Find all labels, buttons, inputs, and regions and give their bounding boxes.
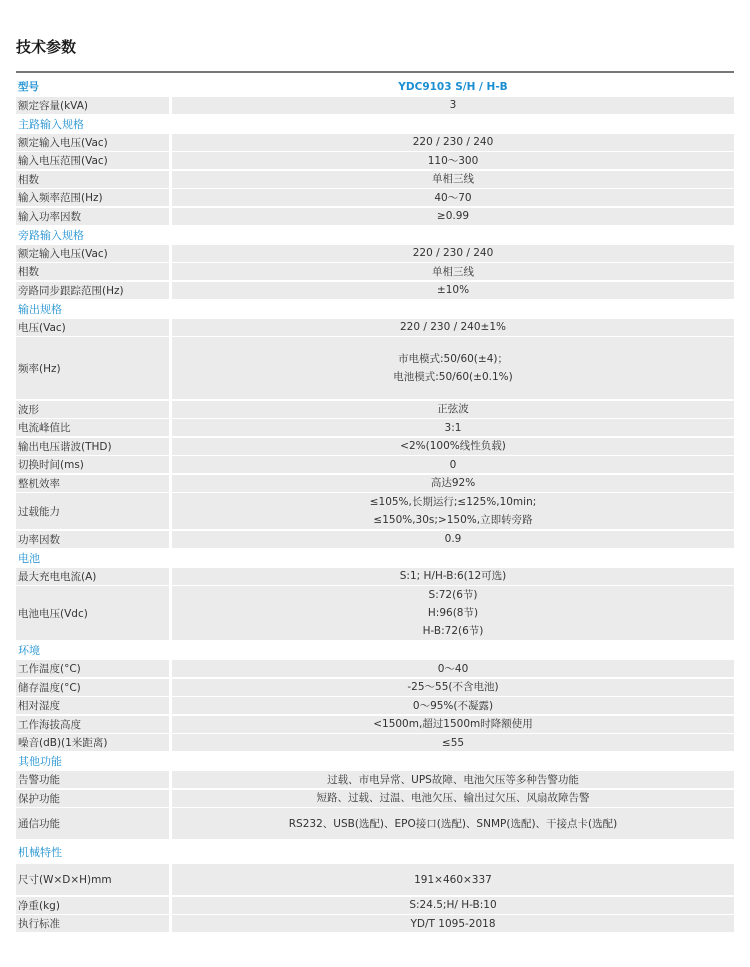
spec-label: 旁路同步跟踪范围(Hz): [16, 282, 169, 299]
spec-value: [172, 97, 734, 114]
spec-value-line: S:24.5;H/ H-B:10: [409, 899, 497, 911]
spec-label: 输入电压范围(Vac): [16, 152, 169, 169]
spec-value-line: 0～95%(不凝露): [412, 699, 494, 712]
spec-value-line: 220 / 230 / 240: [412, 247, 494, 259]
model-value: YDC9103 S/H / H-B: [398, 80, 508, 93]
spec-row: [16, 531, 734, 548]
header-row: [16, 78, 734, 95]
spec-value: [172, 438, 734, 455]
spec-value: [172, 771, 734, 788]
spec-label: 电压(Vac): [16, 319, 169, 336]
spec-row: [16, 586, 734, 640]
spec-value: [172, 208, 734, 225]
spec-row: [16, 568, 734, 585]
spec-label: 工作海拔高度: [16, 716, 169, 733]
section-heading-row: [16, 841, 734, 863]
spec-value: [172, 401, 734, 418]
spec-label: 切换时间(ms): [16, 456, 169, 473]
spec-row: [16, 134, 734, 151]
spec-value-line: 0～40: [437, 662, 469, 675]
spec-label: 通信功能: [16, 808, 169, 839]
spec-row: [16, 456, 734, 473]
spec-row: [16, 790, 734, 807]
spec-value-line: YD/T 1095-2018: [410, 917, 496, 930]
spec-value-line: <1500m,超过1500m时降额使用: [373, 718, 533, 730]
spec-value-line: <2%(100%线性负载): [400, 440, 506, 452]
spec-value-line: 高达92%: [430, 477, 476, 489]
spec-row: [16, 734, 734, 751]
section-heading: 其他功能: [18, 755, 62, 768]
section-heading: 机械特性: [18, 845, 62, 859]
spec-label: 波形: [16, 401, 169, 418]
spec-value-line: 短路、过载、过温、电池欠压、输出过欠压、风扇故障告警: [316, 792, 590, 804]
section-heading-row: [16, 115, 734, 132]
spec-value: [172, 915, 734, 932]
spec-value-line: 110～300: [427, 154, 479, 167]
spec-label: 电流峰值比: [16, 419, 169, 436]
section-heading-row: [16, 226, 734, 243]
spec-row: [16, 152, 734, 169]
spec-row: [16, 337, 734, 399]
spec-row: [16, 679, 734, 696]
section-heading-row: [16, 753, 734, 770]
spec-label: 额定容量(kVA): [16, 97, 169, 114]
section-heading: 旁路输入规格: [18, 228, 84, 242]
spec-value: [172, 531, 734, 548]
spec-row: [16, 660, 734, 677]
spec-label: 工作温度(°C): [16, 660, 169, 677]
spec-label: 噪音(dB)(1米距离): [16, 734, 169, 751]
spec-value: [172, 152, 734, 169]
model-label: 型号: [18, 81, 39, 93]
spec-label: 储存温度(°C): [16, 679, 169, 696]
spec-label: 输出电压谐波(THD): [16, 438, 169, 455]
spec-value-line: 40～70: [434, 191, 472, 204]
spec-row: [16, 716, 734, 733]
spec-row: [16, 171, 734, 188]
spec-row: [16, 438, 734, 455]
spec-row: [16, 697, 734, 714]
spec-value: [172, 864, 734, 895]
spec-value-line: ≥0.99: [436, 210, 470, 222]
spec-label: 告警功能: [16, 771, 169, 788]
spec-value-line: 0: [449, 458, 457, 471]
spec-value-line: 市电模式:50/60(±4)；: [398, 353, 508, 365]
spec-value-line: 过载、市电异常、UPS故障、电池欠压等多种告警功能: [327, 773, 579, 786]
section-heading: 环境: [18, 644, 40, 657]
spec-value: [172, 419, 734, 436]
spec-value-line: ≤105%,长期运行;≤125%,10min;: [369, 496, 537, 508]
title-divider: [16, 71, 734, 73]
spec-value-line: 0.9: [444, 533, 462, 545]
spec-value: [172, 319, 734, 336]
spec-value-line: S:72(6节): [428, 589, 478, 601]
spec-value-line: RS232、USB(选配)、EPO接口(选配)、SNMP(选配)、干接点卡(选配): [288, 817, 618, 830]
spec-label: 输入频率范围(Hz): [16, 189, 169, 206]
spec-value-line: ≤150%,30s;>150%,立即转旁路: [373, 514, 533, 526]
spec-row: [16, 208, 734, 225]
spec-value-line: S:1; H/H-B:6(12可选): [399, 570, 507, 582]
spec-row: [16, 419, 734, 436]
spec-value: [172, 171, 734, 188]
spec-label: 额定输入电压(Vac): [16, 134, 169, 151]
spec-value: [172, 679, 734, 696]
spec-table: [16, 78, 734, 934]
spec-label: 净重(kg): [16, 897, 169, 914]
spec-value: [172, 586, 734, 640]
spec-value: [172, 263, 734, 280]
spec-label: 最大充电电流(A): [16, 568, 169, 585]
spec-value: [172, 456, 734, 473]
spec-label: 相对湿度: [16, 697, 169, 714]
spec-row: [16, 263, 734, 280]
spec-value: [172, 808, 734, 839]
spec-value: [172, 734, 734, 751]
section-heading-row: [16, 642, 734, 659]
spec-value: [172, 493, 734, 529]
spec-label: 频率(Hz): [16, 337, 169, 399]
spec-row: [16, 864, 734, 895]
spec-label: 相数: [16, 263, 169, 280]
spec-label: 相数: [16, 171, 169, 188]
spec-value: [172, 475, 734, 492]
spec-row: [16, 493, 734, 529]
spec-label: 保护功能: [16, 790, 169, 807]
spec-row: [16, 915, 734, 932]
spec-label: 执行标准: [16, 915, 169, 932]
spec-row: [16, 771, 734, 788]
spec-row: [16, 319, 734, 336]
section-heading-row: [16, 300, 734, 317]
spec-row: [16, 401, 734, 418]
spec-row: [16, 97, 734, 114]
spec-value-line: ≤55: [441, 736, 465, 749]
spec-label: 过载能力: [16, 493, 169, 529]
section-heading: 输出规格: [18, 302, 62, 316]
page-title: 技术参数: [16, 38, 77, 56]
spec-label: 输入功率因数: [16, 208, 169, 225]
spec-value: [172, 660, 734, 677]
spec-value-line: -25～55(不含电池): [407, 681, 499, 693]
spec-value-line: 220 / 230 / 240: [412, 136, 494, 148]
spec-row: [16, 475, 734, 492]
spec-label: 功率因数: [16, 531, 169, 548]
spec-value-line: 单相三线: [432, 265, 474, 278]
section-heading-row: [16, 549, 734, 566]
spec-value-line: H:96(8节): [427, 607, 479, 619]
spec-value: [172, 134, 734, 151]
spec-value: [172, 897, 734, 914]
spec-row: [16, 245, 734, 262]
spec-label: 尺寸(W×D×H)mm: [16, 864, 169, 895]
spec-value: [172, 568, 734, 585]
spec-label: 电池电压(Vdc): [16, 586, 169, 640]
spec-value: [172, 697, 734, 714]
spec-row: [16, 189, 734, 206]
spec-value-line: 单相三线: [432, 173, 474, 185]
spec-value: [172, 282, 734, 299]
spec-row: [16, 897, 734, 914]
spec-value: [172, 245, 734, 262]
spec-value-line: 电池模式:50/60(±0.1%): [393, 371, 513, 383]
spec-value-line: 220 / 230 / 240±1%: [399, 321, 506, 333]
spec-value-line: 191×460×337: [414, 873, 492, 886]
spec-value: [172, 189, 734, 206]
spec-row: [16, 808, 734, 839]
spec-value-line: 正弦波: [437, 403, 469, 415]
spec-value: [172, 337, 734, 399]
spec-label: 额定输入电压(Vac): [16, 245, 169, 262]
spec-value: [172, 790, 734, 807]
spec-value-line: 3:1: [444, 421, 462, 434]
section-heading: 主路输入规格: [18, 117, 84, 131]
spec-row: [16, 282, 734, 299]
spec-value-line: 3: [449, 99, 457, 111]
spec-value-line: ±10%: [436, 284, 470, 296]
section-heading: 电池: [18, 551, 40, 565]
spec-label: 整机效率: [16, 475, 169, 492]
spec-value: [172, 716, 734, 733]
spec-value-line: H-B:72(6节): [422, 625, 484, 637]
